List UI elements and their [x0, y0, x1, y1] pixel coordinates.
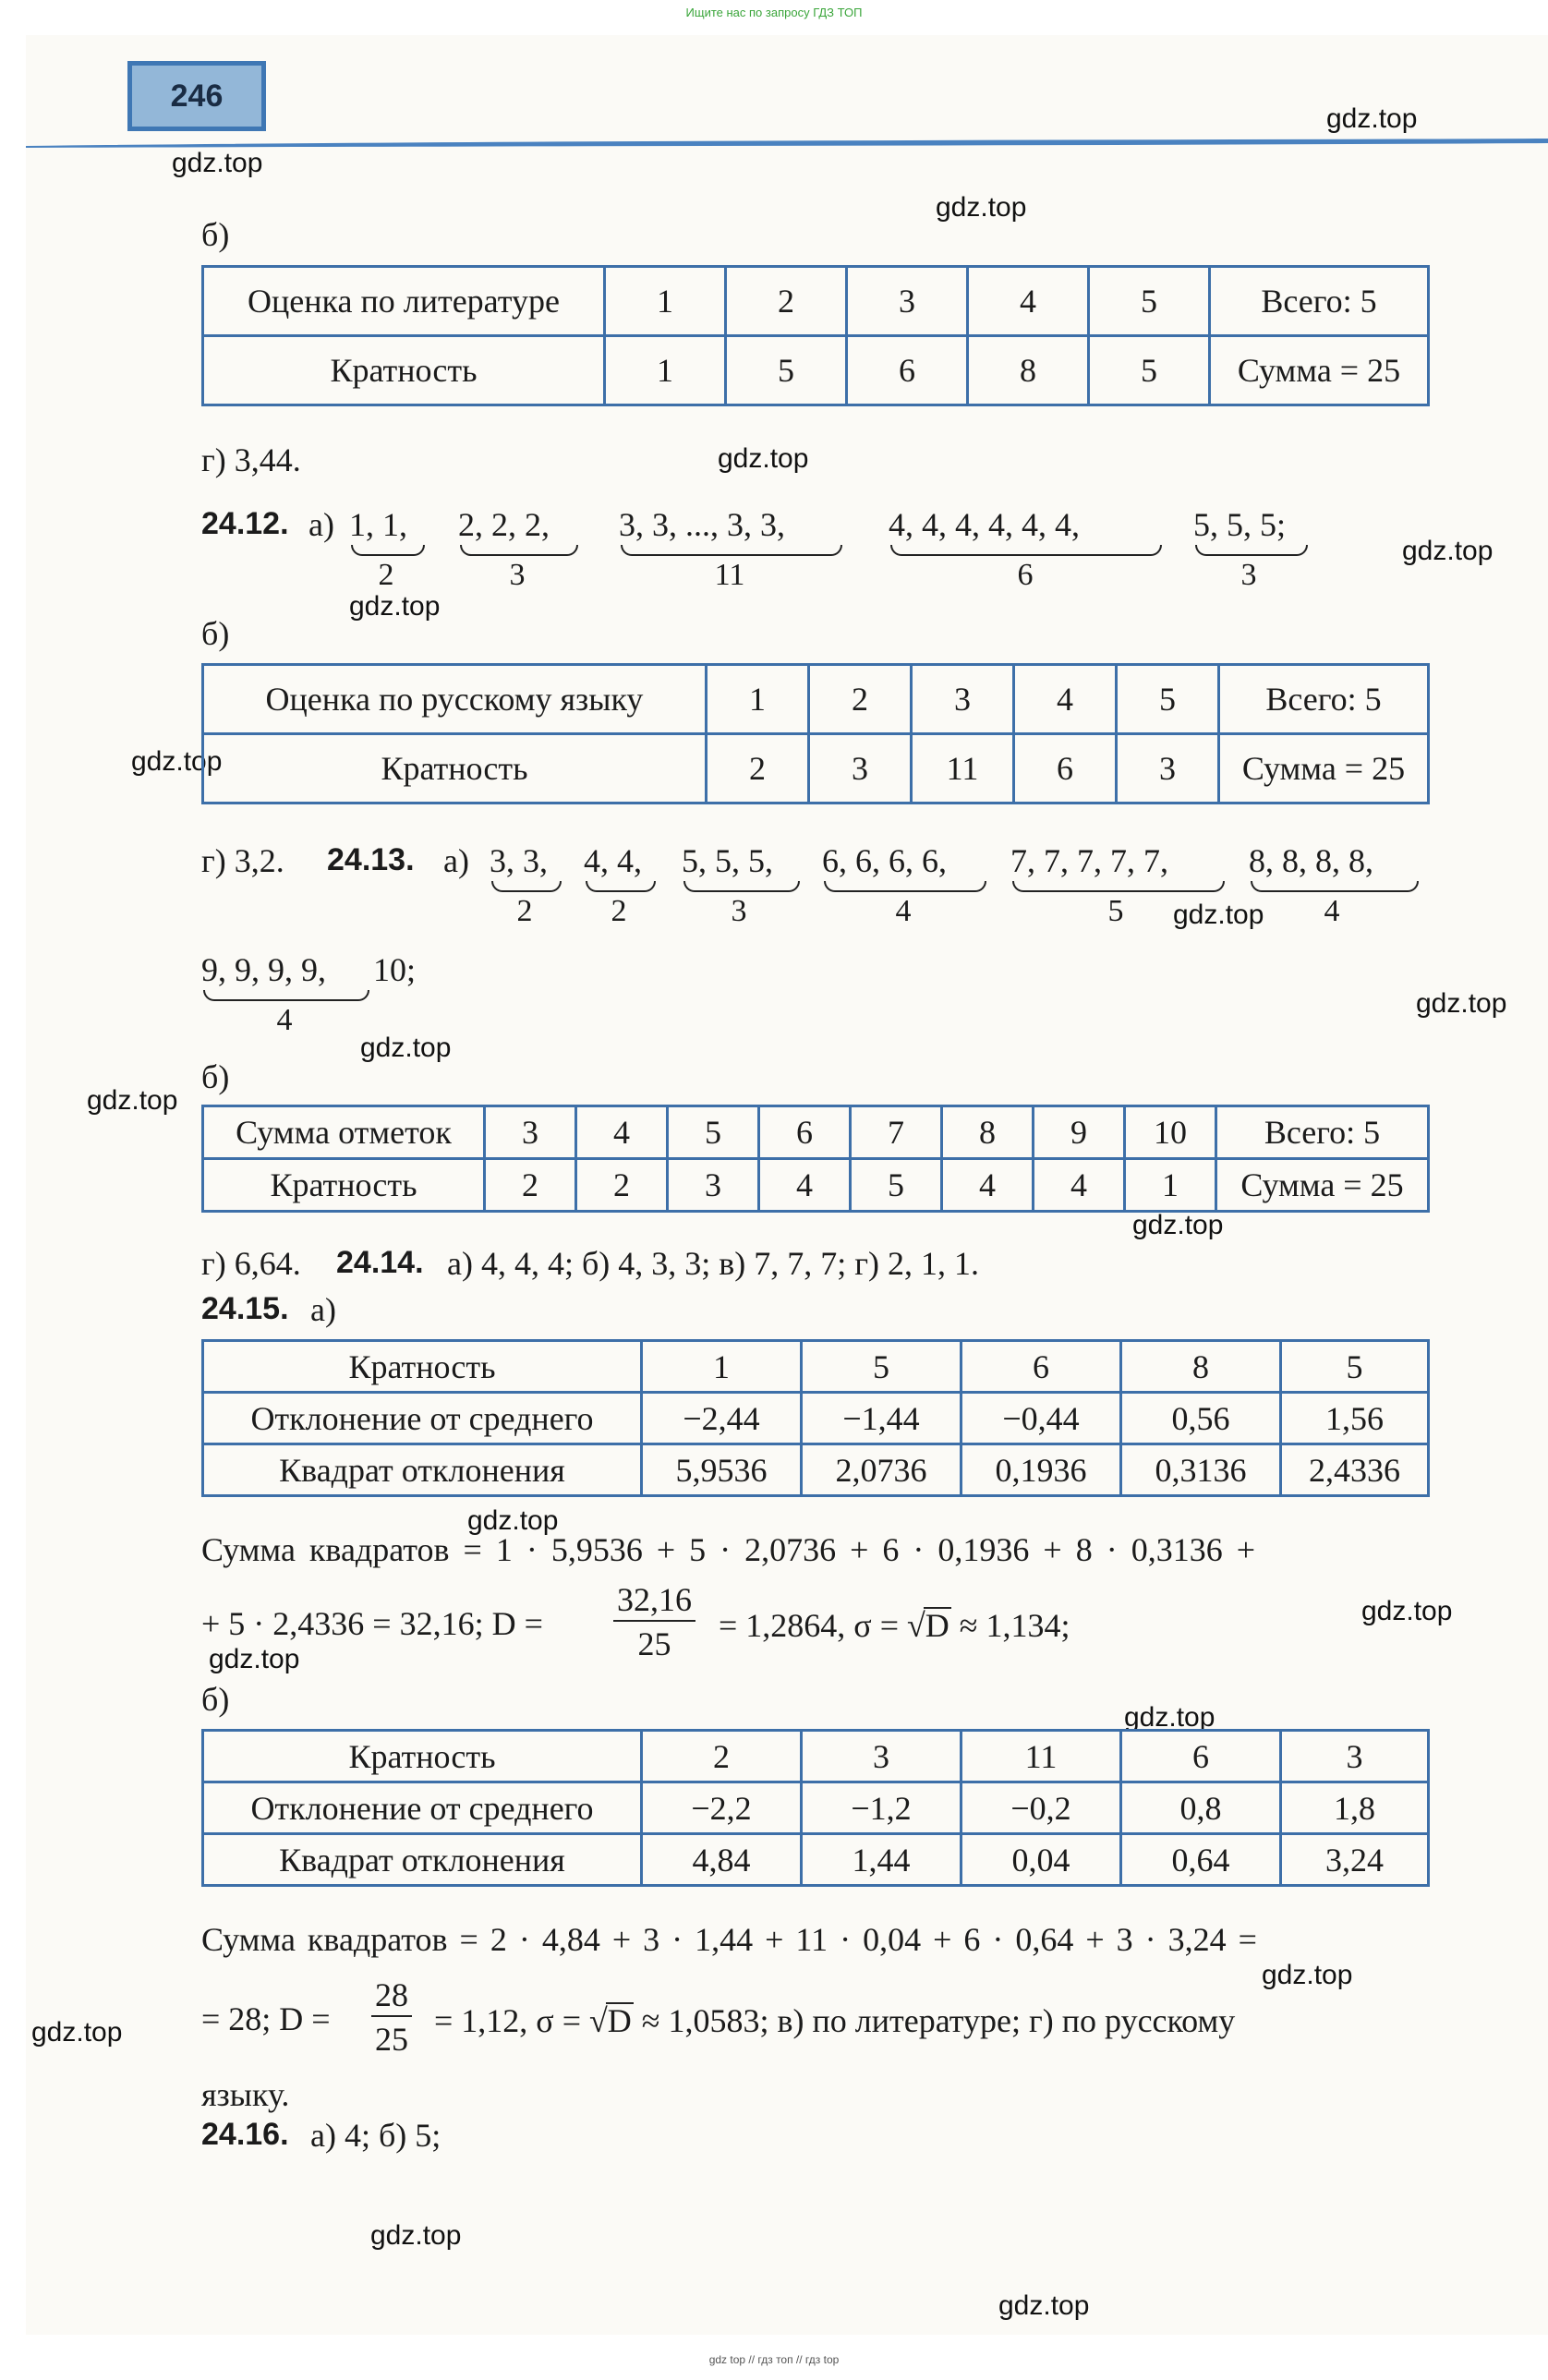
calculation-line: = 1,12, σ = √D ≈ 1,0583; в) по литературе; г) по русскому — [434, 2002, 1236, 2039]
table-cell: 4 — [576, 1106, 668, 1159]
table-cell: 2,0736 — [802, 1444, 961, 1496]
brace-count: 2 — [516, 894, 533, 928]
table-cell: Кратность — [203, 1731, 642, 1782]
answer-text: г) 3,2. — [201, 842, 284, 879]
calc-text: ≈ 1,134; — [959, 1607, 1070, 1644]
calculation-line: Сумма квадратов = 1 · 5,9536 + 5 · 2,0736 + 6 · 0,1936 + 8 · 0,3136 + — [201, 1531, 1256, 1568]
watermark: gdz.top — [1173, 900, 1264, 930]
underbrace — [621, 545, 842, 556]
table-cell: Кратность — [203, 1341, 642, 1393]
table-cell: 3 — [485, 1106, 576, 1159]
table-cell: 2 — [809, 665, 912, 734]
calc-text: = 1,12, σ = — [434, 2002, 582, 2039]
watermark: gdz.top — [87, 1085, 178, 1116]
brace-count: 11 — [714, 558, 745, 592]
table-cell: 1 — [1125, 1159, 1216, 1212]
calculation-line: языку. — [201, 2076, 290, 2113]
answer-text: а) 4; б) 5; — [310, 2117, 441, 2154]
item-label: б) — [201, 216, 230, 253]
brace-count: 2 — [611, 894, 627, 928]
fraction-numerator: 28 — [371, 1978, 412, 2017]
table-cell: 2 — [485, 1159, 576, 1212]
exercise-number: 24.12. — [201, 506, 289, 541]
calculation-line: = 1,2864, σ = √D ≈ 1,134; — [719, 1607, 1070, 1644]
table-cell: Оценка по русскому языку — [203, 665, 707, 734]
sequence-group: 3, 3, ..., 3, 3, — [619, 506, 785, 543]
table-cell: 6 — [759, 1106, 851, 1159]
underbrace — [586, 881, 656, 892]
sequence-group: 7, 7, 7, 7, 7, — [1010, 842, 1168, 879]
table-cell: 0,64 — [1121, 1834, 1281, 1886]
table-cell: 0,1936 — [961, 1444, 1121, 1496]
sqrt-argument: D — [925, 1607, 949, 1644]
sum-table — [201, 1105, 1430, 1213]
brace-count: 4 — [895, 894, 912, 928]
underbrace — [460, 545, 578, 556]
table-cell: 5 — [1089, 267, 1210, 336]
table-cell: 2 — [726, 267, 847, 336]
table-cell: 4,84 — [642, 1834, 802, 1886]
brace-count: 3 — [1240, 558, 1257, 592]
calculation-line: = 28; D = — [201, 2000, 331, 2037]
table-cell: 5 — [802, 1341, 961, 1393]
table-cell: Оценка по литературе — [203, 267, 605, 336]
brace-count: 3 — [509, 558, 526, 592]
sequence-group: 4, 4, 4, 4, 4, 4, — [889, 506, 1080, 543]
watermark: gdz.top — [360, 1033, 452, 1063]
table-cell: Всего: 5 — [1216, 1106, 1429, 1159]
table-cell: −0,2 — [961, 1782, 1121, 1834]
table-cell: Кратность — [203, 734, 707, 803]
underbrace — [890, 545, 1162, 556]
table-cell: 1 — [707, 665, 809, 734]
sequence-group: 10; — [373, 951, 417, 988]
table-cell: Отклонение от среднего — [203, 1393, 642, 1444]
fraction-denominator: 25 — [375, 2021, 408, 2058]
table-cell: 1 — [605, 267, 726, 336]
table-cell: 0,04 — [961, 1834, 1121, 1886]
table-cell: 1,44 — [802, 1834, 961, 1886]
watermark: gdz.top — [1124, 1702, 1215, 1733]
literature-table — [201, 265, 1430, 406]
table-cell: 3 — [809, 734, 912, 803]
sequence-group: 6, 6, 6, 6, — [822, 842, 947, 879]
table-cell: 4 — [759, 1159, 851, 1212]
russian-table — [201, 663, 1430, 804]
table-cell: 5 — [726, 336, 847, 405]
underbrace — [824, 881, 986, 892]
underbrace — [351, 545, 425, 556]
table-cell: Всего: 5 — [1219, 665, 1429, 734]
table-cell: 11 — [961, 1731, 1121, 1782]
table-cell: 6 — [1014, 734, 1117, 803]
watermark: gdz.top — [172, 148, 263, 178]
watermark: gdz.top — [1326, 103, 1418, 134]
calculation-line: Сумма квадратов = 2 · 4,84 + 3 · 1,44 + 11 · 0,04 + 6 · 0,64 + 3 · 3,24 = — [201, 1921, 1257, 1958]
calculation-line: + 5 · 2,4336 = 32,16; D = — [201, 1605, 543, 1642]
underbrace — [203, 990, 369, 1001]
table-cell: 5 — [851, 1159, 942, 1212]
watermark: gdz.top — [131, 746, 223, 777]
table-cell: 9 — [1034, 1106, 1125, 1159]
table-cell: Кратность — [203, 336, 605, 405]
table-cell: 0,3136 — [1121, 1444, 1281, 1496]
exercise-number: 24.14. — [336, 1245, 424, 1280]
brace-count: 2 — [378, 558, 394, 592]
watermark: gdz.top — [1132, 1210, 1224, 1240]
table-cell: 1 — [605, 336, 726, 405]
table-cell: 2,4336 — [1281, 1444, 1429, 1496]
answer-text: а) 4, 4, 4; б) 4, 3, 3; в) 7, 7, 7; г) 2, 1, 1. — [447, 1245, 980, 1282]
table-cell: 4 — [968, 267, 1089, 336]
table-cell: 6 — [847, 336, 968, 405]
watermark: gdz.top — [718, 443, 809, 474]
underbrace — [1195, 545, 1308, 556]
brace-count: 4 — [276, 1003, 293, 1037]
brace-count: 5 — [1107, 894, 1124, 928]
table-cell: 3,24 — [1281, 1834, 1429, 1886]
watermark: gdz.top — [998, 2290, 1090, 2321]
table-cell: −2,2 — [642, 1782, 802, 1834]
watermark: gdz.top — [1262, 1960, 1353, 1990]
table-cell: Квадрат отклонения — [203, 1834, 642, 1886]
table-cell: 3 — [912, 665, 1014, 734]
watermark: gdz.top — [349, 591, 441, 622]
deviation-table-b — [201, 1729, 1430, 1887]
table-cell: 0,8 — [1121, 1782, 1281, 1834]
table-cell: 3 — [1117, 734, 1219, 803]
sequence-group: 5, 5, 5, — [682, 842, 773, 879]
table-cell: 6 — [1121, 1731, 1281, 1782]
table-cell: 0,56 — [1121, 1393, 1281, 1444]
watermark: gdz.top — [1402, 536, 1494, 566]
table-cell: −2,44 — [642, 1393, 802, 1444]
fraction-denominator: 25 — [637, 1625, 671, 1662]
answer-text: а) — [443, 842, 469, 879]
table-cell: −1,44 — [802, 1393, 961, 1444]
table-cell: Кратность — [203, 1159, 485, 1212]
table-cell: 5 — [1117, 665, 1219, 734]
item-label: б) — [201, 615, 230, 652]
table-cell: 6 — [961, 1341, 1121, 1393]
table-cell: 2 — [576, 1159, 668, 1212]
underbrace — [683, 881, 800, 892]
table-cell: 7 — [851, 1106, 942, 1159]
table-cell: 1 — [642, 1341, 802, 1393]
fraction — [371, 1978, 412, 2056]
fraction-numerator: 32,16 — [613, 1583, 695, 1622]
table-cell: Сумма = 25 — [1216, 1159, 1429, 1212]
table-cell: −0,44 — [961, 1393, 1121, 1444]
table-cell: −1,2 — [802, 1782, 961, 1834]
table-cell: 5,9536 — [642, 1444, 802, 1496]
table-cell: 1,8 — [1281, 1782, 1429, 1834]
header-rule — [26, 139, 1548, 148]
table-cell: Сумма отметок — [203, 1106, 485, 1159]
table-cell: 1,56 — [1281, 1393, 1429, 1444]
table-cell: Квадрат отклонения — [203, 1444, 642, 1496]
answer-text: а) — [310, 1291, 336, 1328]
watermark: gdz.top — [467, 1505, 559, 1536]
sequence-group: 8, 8, 8, 8, — [1249, 842, 1373, 879]
watermark: gdz.top — [1361, 1596, 1453, 1626]
exercise-number: 24.15. — [201, 1291, 289, 1326]
watermark: gdz.top — [936, 192, 1027, 223]
sequence-group: 1, 1, — [349, 506, 407, 543]
sequence-group: 5, 5, 5; — [1193, 506, 1287, 543]
item-label: б) — [201, 1058, 230, 1095]
watermark: gdz.top — [1416, 988, 1507, 1019]
page-number: 246 — [127, 61, 266, 131]
table-cell: 4 — [1034, 1159, 1125, 1212]
table-cell: 3 — [802, 1731, 961, 1782]
brace-count: 6 — [1017, 558, 1034, 592]
table-cell: 5 — [668, 1106, 759, 1159]
table-cell: 2 — [707, 734, 809, 803]
table-cell: 11 — [912, 734, 1014, 803]
brace-count: 3 — [731, 894, 747, 928]
watermark: gdz.top — [209, 1644, 300, 1674]
table-cell: 3 — [847, 267, 968, 336]
deviation-table-a — [201, 1339, 1430, 1497]
calc-text: = 1,2864, σ = — [719, 1607, 900, 1644]
table-cell: 8 — [942, 1106, 1034, 1159]
table-cell: 2 — [642, 1731, 802, 1782]
table-cell: 8 — [968, 336, 1089, 405]
search-hint: Ищите нас по запросу ГДЗ ТОП — [685, 6, 863, 19]
exercise-number: 24.16. — [201, 2117, 289, 2152]
underbrace — [491, 881, 562, 892]
fraction — [613, 1583, 695, 1661]
table-cell: 3 — [1281, 1731, 1429, 1782]
table-cell: 5 — [1089, 336, 1210, 405]
table-cell: 10 — [1125, 1106, 1216, 1159]
table-cell: 3 — [668, 1159, 759, 1212]
answer-text: а) — [308, 506, 334, 543]
underbrace — [1012, 881, 1225, 892]
calc-text: ≈ 1,0583; в) по литературе; г) по русскому — [641, 2002, 1236, 2039]
item-label: б) — [201, 1681, 230, 1718]
brace-count: 4 — [1324, 894, 1340, 928]
sequence-group: 9, 9, 9, 9, — [201, 951, 326, 988]
table-cell: 4 — [1014, 665, 1117, 734]
sequence-group: 4, 4, — [584, 842, 642, 879]
table-cell: 5 — [1281, 1341, 1429, 1393]
sequence-group: 2, 2, 2, — [458, 506, 550, 543]
table-cell: Всего: 5 — [1210, 267, 1429, 336]
answer-text: г) 3,44. — [201, 441, 301, 478]
table-cell: Сумма = 25 — [1210, 336, 1429, 405]
sqrt-argument: D — [607, 2002, 632, 2039]
watermark: gdz.top — [370, 2220, 462, 2251]
table-cell: Отклонение от среднего — [203, 1782, 642, 1834]
table-cell: 8 — [1121, 1341, 1281, 1393]
table-cell: Сумма = 25 — [1219, 734, 1429, 803]
watermark: gdz.top — [31, 2017, 123, 2048]
table-cell: 4 — [942, 1159, 1034, 1212]
footer-note: gdz top // гдз топ // гдз top — [708, 2353, 840, 2366]
exercise-number: 24.13. — [327, 842, 415, 877]
sequence-group: 3, 3, — [490, 842, 548, 879]
answer-text: г) 6,64. — [201, 1245, 301, 1282]
underbrace — [1251, 881, 1419, 892]
